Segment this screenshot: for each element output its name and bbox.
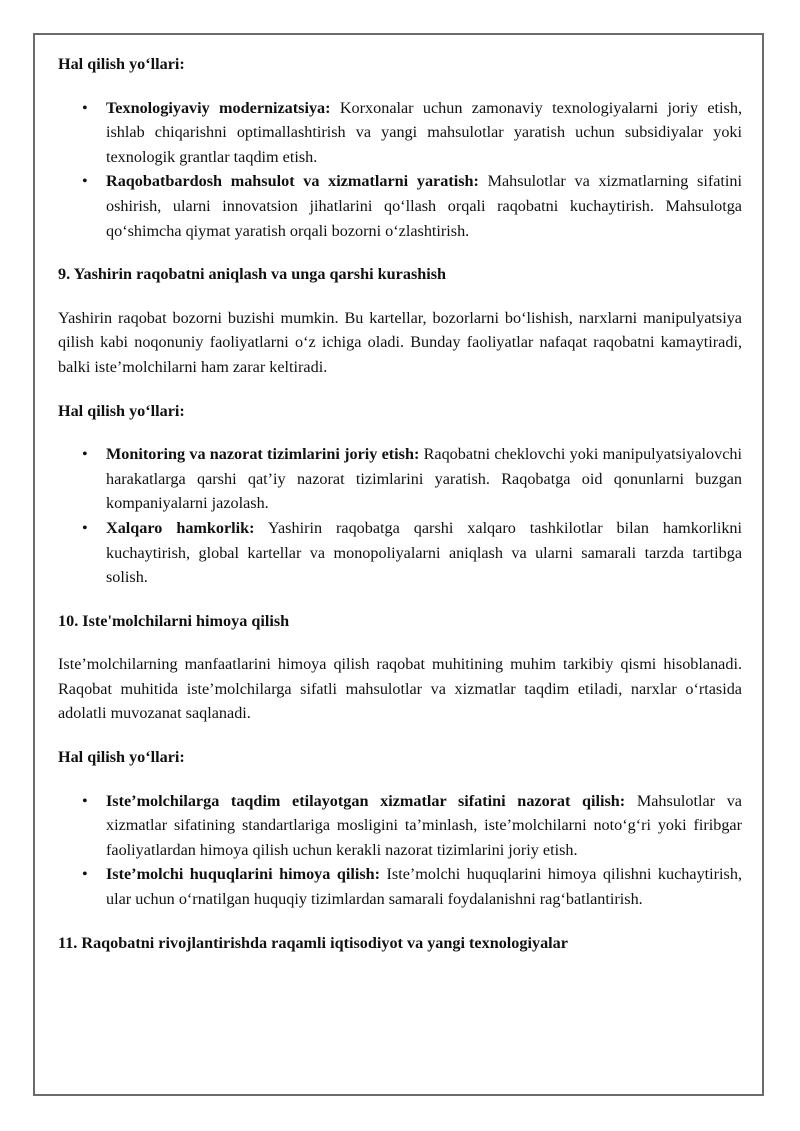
section-heading: Hal qilish yo‘llari: xyxy=(58,748,185,767)
list-item xyxy=(58,96,742,170)
bullet-icon: • xyxy=(82,172,88,191)
bullet-list xyxy=(58,96,742,244)
list-item-term: Iste’molchi huquqlarini himoya qilish: xyxy=(106,865,381,884)
bullet-icon: • xyxy=(82,98,88,117)
bullet-icon: • xyxy=(82,445,88,464)
list-item-text: Mahsulotlar va xizmatlarning sifatini oshirish, ularni innovatsion jihatlarini qo‘llash orqali raqobatni kuchaytirish. Mahsulotga qo‘shimcha qiymat yaratish orqali bozorni o‘zlashtirish. xyxy=(106,172,742,240)
section-paragraph: Iste’molchilarning manfaatlarini himoya qilish raqobat muhitining muhim tarkibiy qismi hisoblanadi. Raqobat muhitida iste’molchilarga sifatli mahsulotlar va xizmatlar taqdim etiladi, narxlar o‘rtasida adolatli muvozanat saqlanadi. xyxy=(58,655,742,723)
bullet-icon: • xyxy=(82,865,88,884)
section-heading: Hal qilish yo‘llari: xyxy=(58,55,185,73)
list-item-text: Raqobatni cheklovchi yoki manipulyatsiyalovchi harakatlarga qarshi qat’iy nazorat tizimlarini yaratish. Raqobatga oid qonunlarni buzgan kompaniyalarni jazolash. xyxy=(106,445,742,513)
list-item-text: Iste’molchi huquqlarini himoya qilishni kuchaytirish, ular uchun o‘rnatilgan huquqiy tizimlardan samarali foydalanishni rag‘batlantirish. xyxy=(106,865,742,909)
section-heading: Hal qilish yo‘llari: xyxy=(58,401,185,420)
list-item-term: Raqobatbardosh mahsulot va xizmatlarni yaratish: xyxy=(106,172,479,191)
list-item-text: Mahsulotlar va xizmatlar sifatining standartlariga mosligini ta’minlash, iste’molchilarni noto‘g‘ri yoki firibgar faoliyatlardan himoya qilish uchun kerakli nazorat tizimlarini joriy etish. xyxy=(106,791,742,859)
section-heading: 10. Iste'molchilarni himoya qilish xyxy=(58,611,290,630)
list-item-term: Xalqaro hamkorlik: xyxy=(106,518,255,537)
list-item xyxy=(58,789,742,863)
bullet-icon: • xyxy=(82,518,88,537)
section-heading: 9. Yashirin raqobatni aniqlash va unga qarshi kurashish xyxy=(58,265,447,284)
list-item-term: Texnologiyaviy modernizatsiya: xyxy=(106,98,331,117)
list-item-term: Monitoring va nazorat tizimlarini joriy etish: xyxy=(106,445,420,464)
list-item xyxy=(58,169,742,243)
bullet-list xyxy=(58,789,742,912)
list-item xyxy=(58,442,742,516)
bullet-list xyxy=(58,442,742,590)
document-body xyxy=(58,52,742,974)
list-item-text: Yashirin raqobatga qarshi xalqaro tashkilotlar bilan hamkorlikni kuchaytirish, global kartellar va monopoliyalarni aniqlash va ularni samarali tarzda tartibga solish. xyxy=(106,518,742,587)
bullet-icon: • xyxy=(82,791,88,810)
list-item-text: Korxonalar uchun zamonaviy texnologiyalarni joriy etish, ishlab chiqarishni optimallashtirish va yangi mahsulotlar yaratish uchun subsidiyalar yoki texnologik grantlar taqdim etish. xyxy=(106,98,742,166)
list-item xyxy=(58,516,742,590)
section-paragraph: Yashirin raqobat bozorni buzishi mumkin. Bu kartellar, bozorlarni bo‘lishish, narxlarni manipulyatsiya qilish kabi noqonuniy faoliyatlarni o‘z ichiga oladi. Bunday faoliyatlar nafaqat raqobatni kamaytiradi, balki iste’molchilarni ham zarar keltiradi. xyxy=(58,308,742,376)
list-item-term: Iste’molchilarga taqdim etilayotgan xizmatlar sifatini nazorat qilish: xyxy=(106,791,626,810)
list-item xyxy=(58,862,742,911)
section-heading: 11. Raqobatni rivojlantirishda raqamli iqtisodiyot va yangi texnologiyalar xyxy=(58,933,568,952)
